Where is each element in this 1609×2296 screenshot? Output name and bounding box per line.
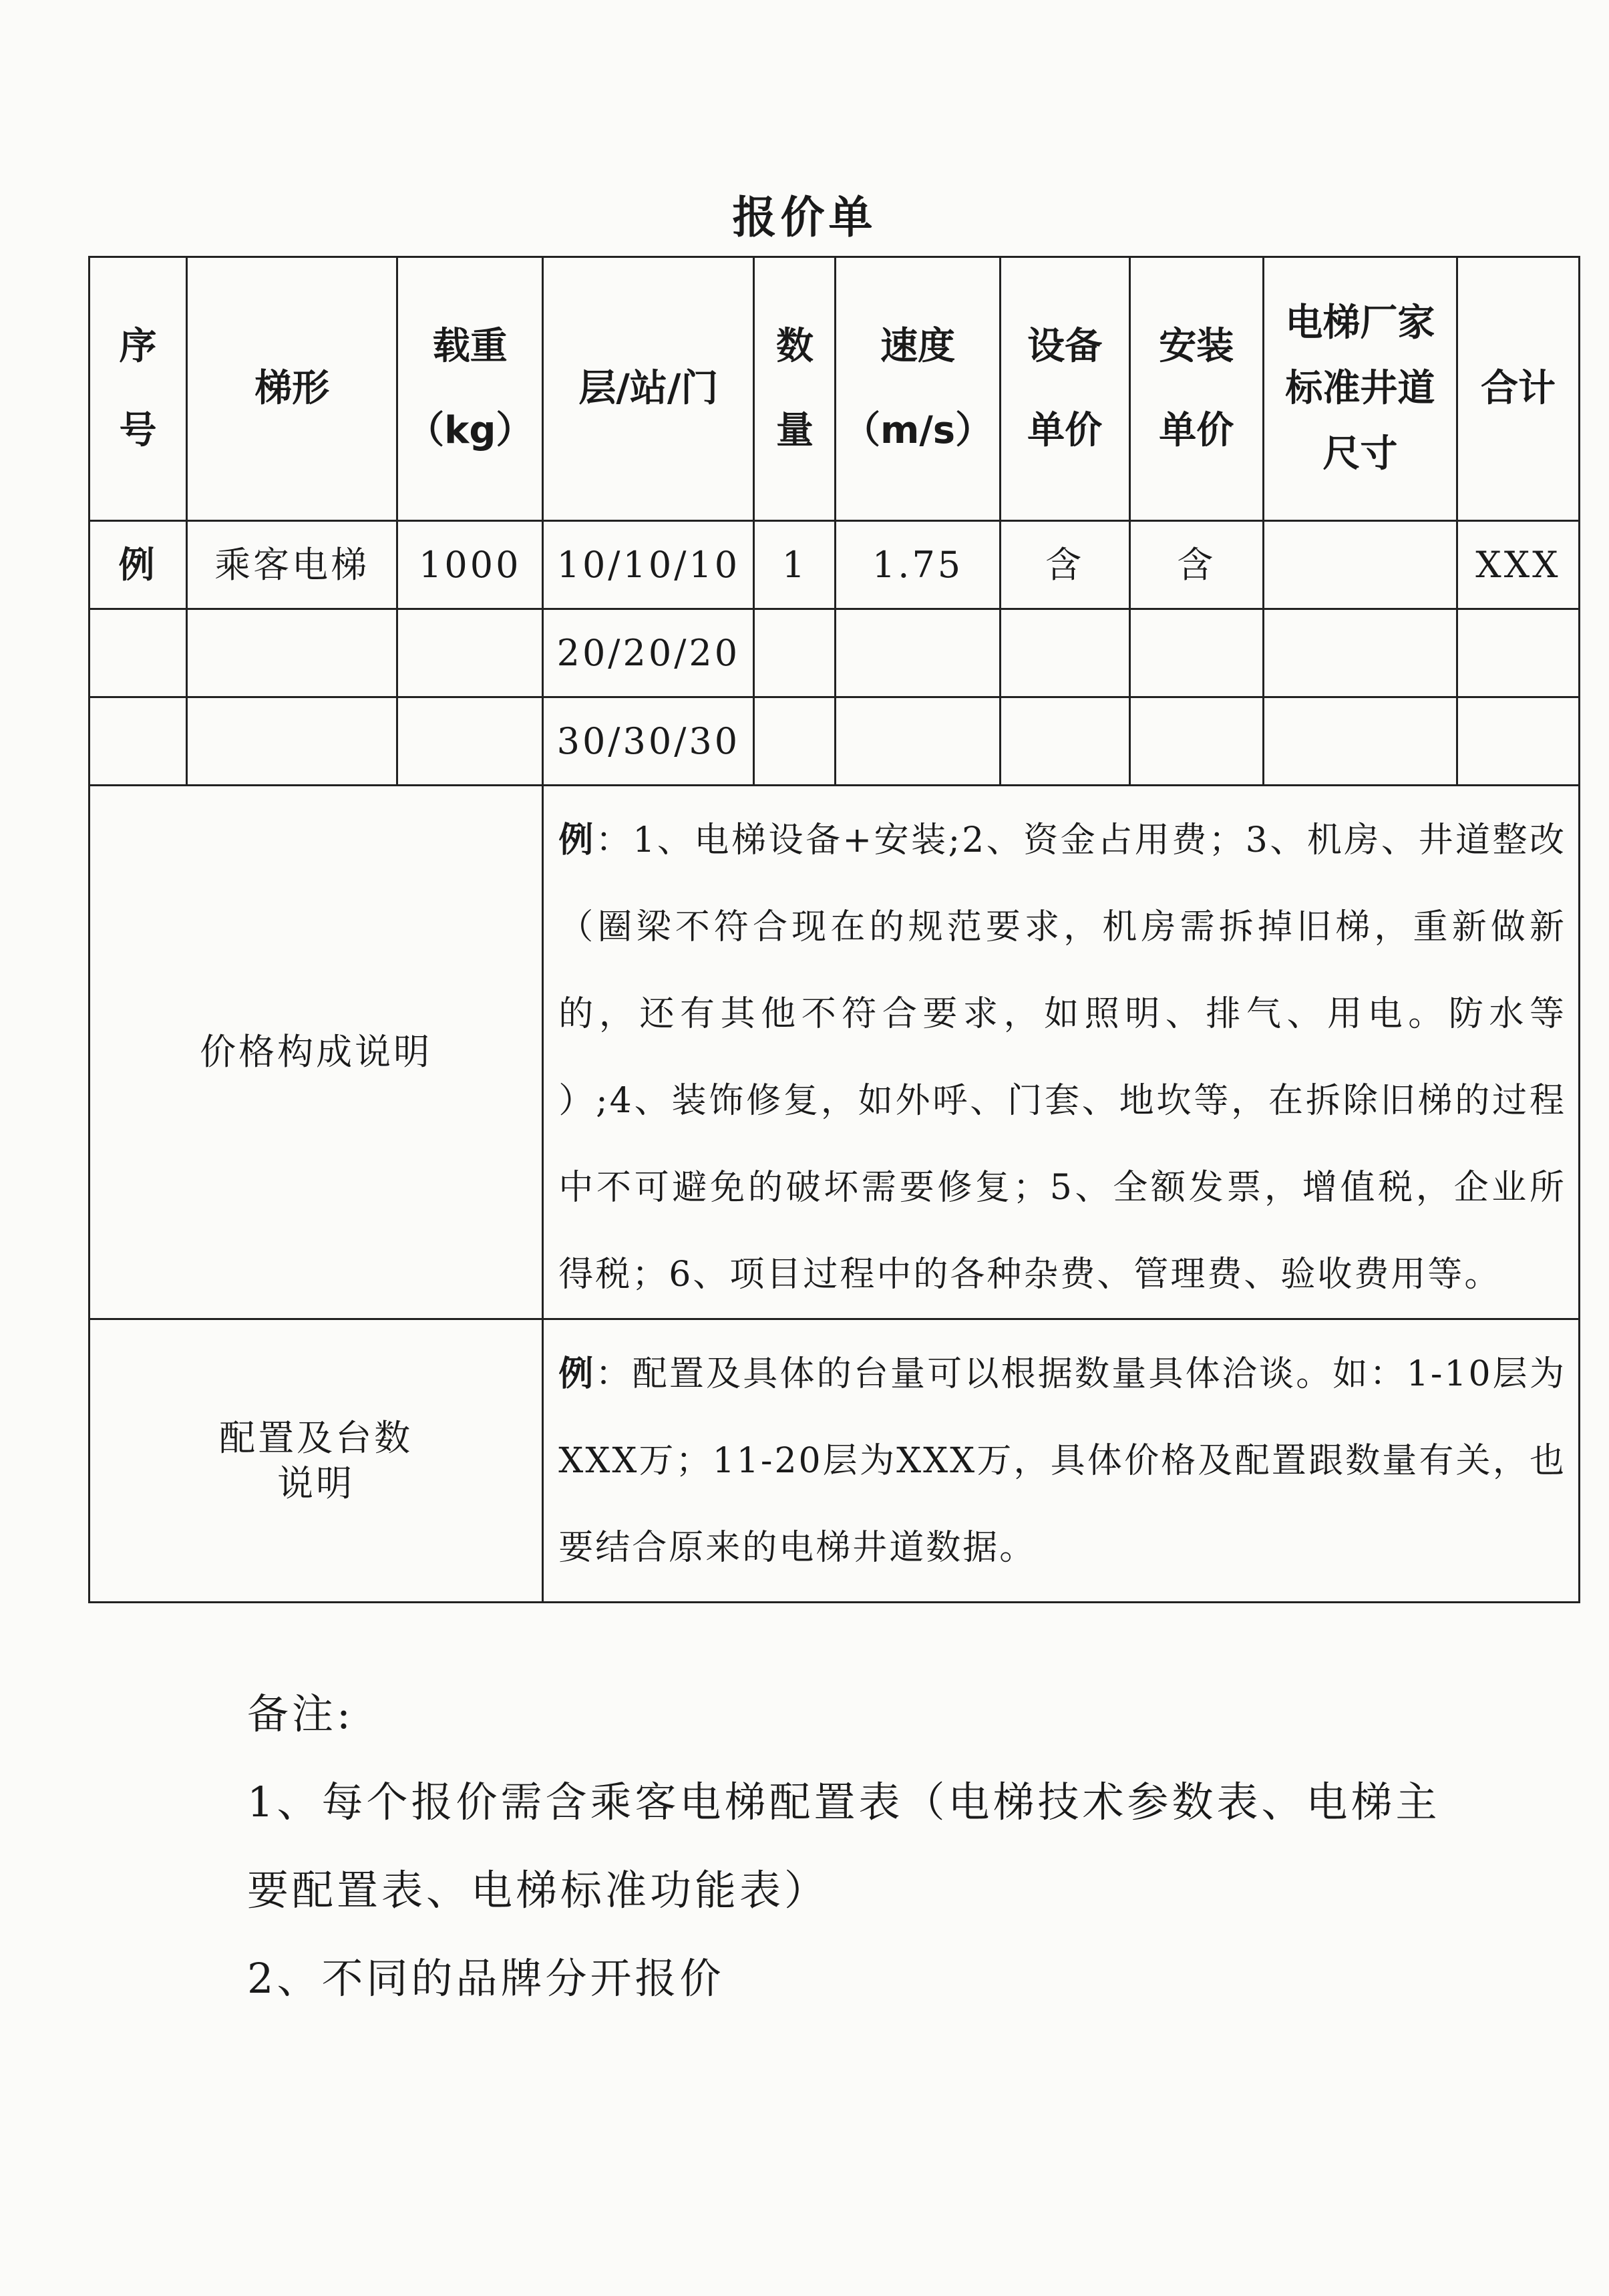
cell-shaft-size (1263, 609, 1457, 697)
cell-type (187, 609, 397, 697)
header-qty: 数 量 (754, 257, 836, 521)
cell-equip-price (1000, 609, 1129, 697)
cell-install-price (1129, 697, 1263, 786)
price-description-label: 价格构成说明 (90, 786, 543, 1319)
price-description-text: 例：1、电梯设备+安装;2、资金占用费；3、机房、井道整改（圈梁不符合现在的规范要求，机房需拆掉旧梯，重新做新的，还有其他不符合要求，如照明、排气、用电。防水等 ）;4、装饰修复，如外呼、门套、地坎等，在拆除旧梯的过程中不可避免的破坏需要修复；5、全额发票，增值税，企业所得税；6、项目过程中的各种杂费、管理费、验收费用等。 (543, 786, 1580, 1319)
cell-qty (754, 697, 836, 786)
quote-table (88, 256, 1580, 1603)
header-install-price: 安装 单价 (1129, 257, 1263, 521)
header-equip-price: 设备 单价 (1000, 257, 1129, 521)
table-row (90, 697, 1580, 786)
cell-install-price (1129, 609, 1263, 697)
price-description-row (90, 786, 1580, 1319)
config-description-row (90, 1319, 1580, 1603)
cell-load (397, 609, 543, 697)
remarks-heading: 备注: (247, 1689, 354, 1738)
cell-load: 1000 (397, 521, 543, 609)
cell-seq (90, 697, 187, 786)
cell-equip-price (1000, 697, 1129, 786)
cell-load (397, 697, 543, 786)
cell-total (1457, 697, 1579, 786)
remark-item: 2、不同的品牌分开报价 (247, 1954, 725, 2003)
cell-total: XXX (1457, 521, 1579, 609)
header-speed: 速度 （m/s） (836, 257, 1000, 521)
cell-type (187, 697, 397, 786)
cell-install-price: 含 (1129, 521, 1263, 609)
header-type: 梯形 (187, 257, 397, 521)
remarks-section (247, 1670, 1449, 2023)
remark-item: 1、每个报价需含乘客电梯配置表（电梯技术参数表、电梯主要配置表、电梯标准功能表） (247, 1778, 1441, 1915)
header-floors: 层/站/门 (543, 257, 754, 521)
cell-speed (836, 609, 1000, 697)
config-description-label: 配置及台数 说明 (90, 1319, 543, 1603)
header-total: 合计 (1457, 257, 1579, 521)
config-description-text: 例：配置及具体的台量可以根据数量具体洽谈。如：1-10层为XXX万；11-20层为XXX万，具体价格及配置跟数量有关，也要结合原来的电梯井道数据。 (543, 1319, 1580, 1603)
cell-qty (754, 609, 836, 697)
cell-floors: 10/10/10 (543, 521, 754, 609)
document-title: 报价单 (732, 192, 877, 243)
cell-type: 乘客电梯 (187, 521, 397, 609)
cell-shaft-size (1263, 697, 1457, 786)
cell-speed: 1.75 (836, 521, 1000, 609)
cell-qty: 1 (754, 521, 836, 609)
cell-speed (836, 697, 1000, 786)
cell-equip-price: 含 (1000, 521, 1129, 609)
example-marker: 例 (558, 1354, 596, 1394)
header-seq: 序 号 (90, 257, 187, 521)
cell-total (1457, 609, 1579, 697)
header-load: 载重 （kg） (397, 257, 543, 521)
header-shaft-size: 电梯厂家 标准井道 尺寸 (1263, 257, 1457, 521)
cell-seq (90, 609, 187, 697)
example-marker: 例 (558, 820, 596, 860)
table-row (90, 521, 1580, 609)
cell-shaft-size (1263, 521, 1457, 609)
table-header-row (90, 257, 1580, 521)
cell-floors: 30/30/30 (543, 697, 754, 786)
cell-seq: 例 (90, 521, 187, 609)
cell-floors: 20/20/20 (543, 609, 754, 697)
table-row (90, 609, 1580, 697)
